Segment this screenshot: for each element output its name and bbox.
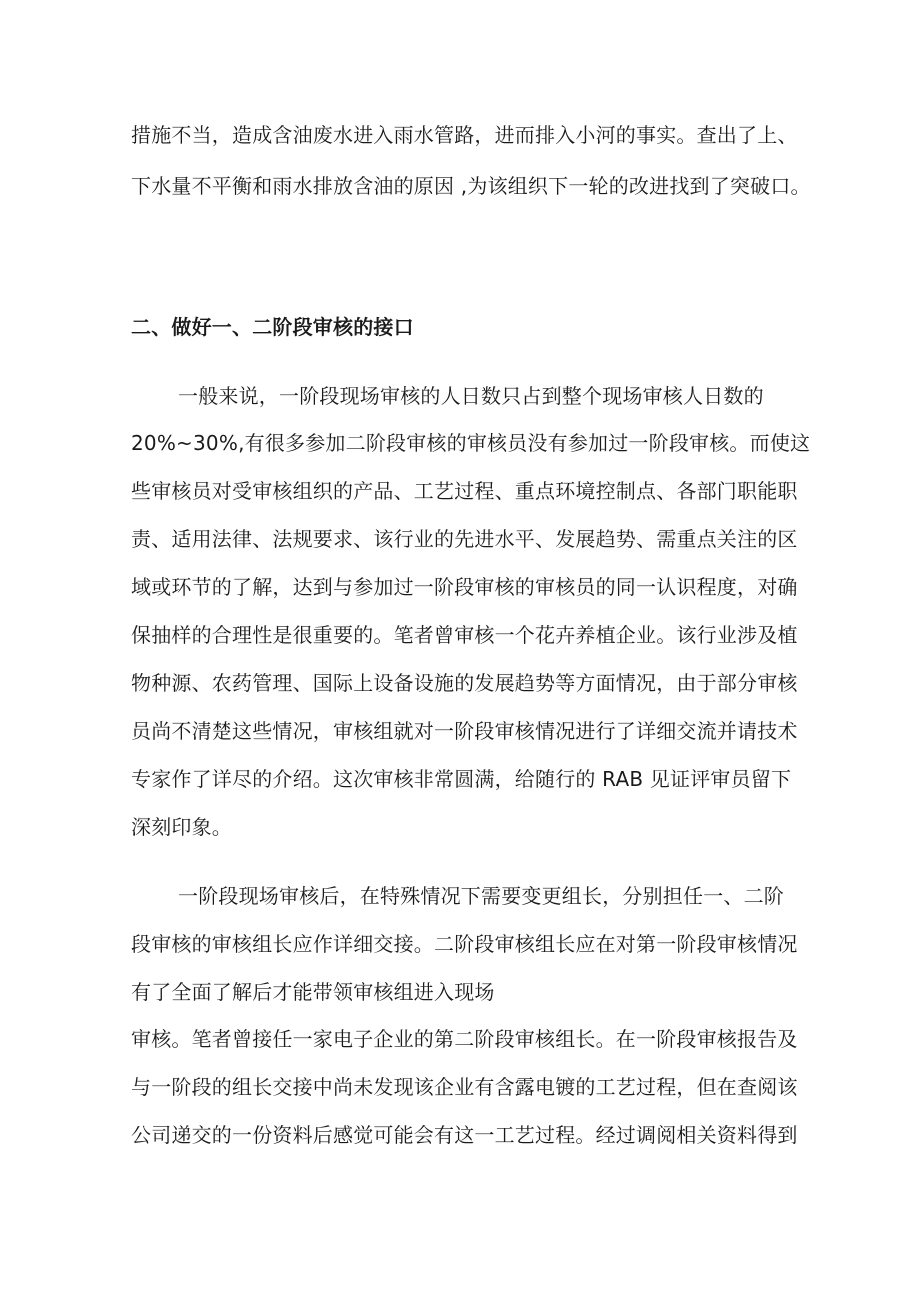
text-line: 一般来说，一阶段现场审核的人日数只占到整个现场审核人日数的 <box>178 384 764 408</box>
text-line: 有了全面了解后才能带领审核组进入现场 <box>131 980 495 1004</box>
text-line: 下水量不平衡和雨水排放含油的原因 ,为该组织下一轮的改进找到了突破口。 <box>131 174 811 198</box>
text-line: 保抽样的合理性是很重要的。笔者曾审核一个花卉养植企业。该行业涉及植 <box>131 623 798 647</box>
text-line: 责、适用法律、法规要求、该行业的先进水平、发展趋势、需重点关注的区 <box>131 527 798 551</box>
text-line: 段审核的审核组长应作详细交接。二阶段审核组长应在对第一阶段审核情况 <box>131 932 798 956</box>
text-line: 一阶段现场审核后，在特殊情况下需要变更组长，分别担任一、二阶 <box>178 884 784 908</box>
text-line: 物种源、农药管理、国际上设备设施的发展趋势等方面情况，由于部分审核 <box>131 671 798 695</box>
text-line: 域或环节的了解，达到与参加过一阶段审核的审核员的同一认识程度，对确 <box>131 575 798 599</box>
text-line: 措施不当，造成含油废水进入雨水管路，进而排入小河的事实。查出了上、 <box>131 123 798 147</box>
text-line: 深刻印象。 <box>131 815 232 839</box>
text-line: 专家作了详尽的介绍。这次审核非常圆满，给随行的 RAB 见证评审员留下 <box>131 767 792 791</box>
text-line: 审核。笔者曾接任一家电子企业的第二阶段审核组长。在一阶段审核报告及 <box>131 1027 798 1051</box>
section-heading: 二、做好一、二阶段审核的接口 <box>131 315 414 339</box>
text-line: 些审核员对受审核组织的产品、工艺过程、重点环境控制点、各部门职能职 <box>131 479 798 503</box>
text-line: 员尚不清楚这些情况，审核组就对一阶段审核情况进行了详细交流并请技术 <box>131 719 798 743</box>
text-line: 公司递交的一份资料后感觉可能会有这一工艺过程。经过调阅相关资料得到 <box>131 1123 798 1147</box>
text-line: 20%~30%,有很多参加二阶段审核的审核员没有参加过一阶段审核。而使这 <box>131 431 811 455</box>
text-line: 与一阶段的组长交接中尚未发现该企业有含露电镀的工艺过程，但在查阅该 <box>131 1075 798 1099</box>
